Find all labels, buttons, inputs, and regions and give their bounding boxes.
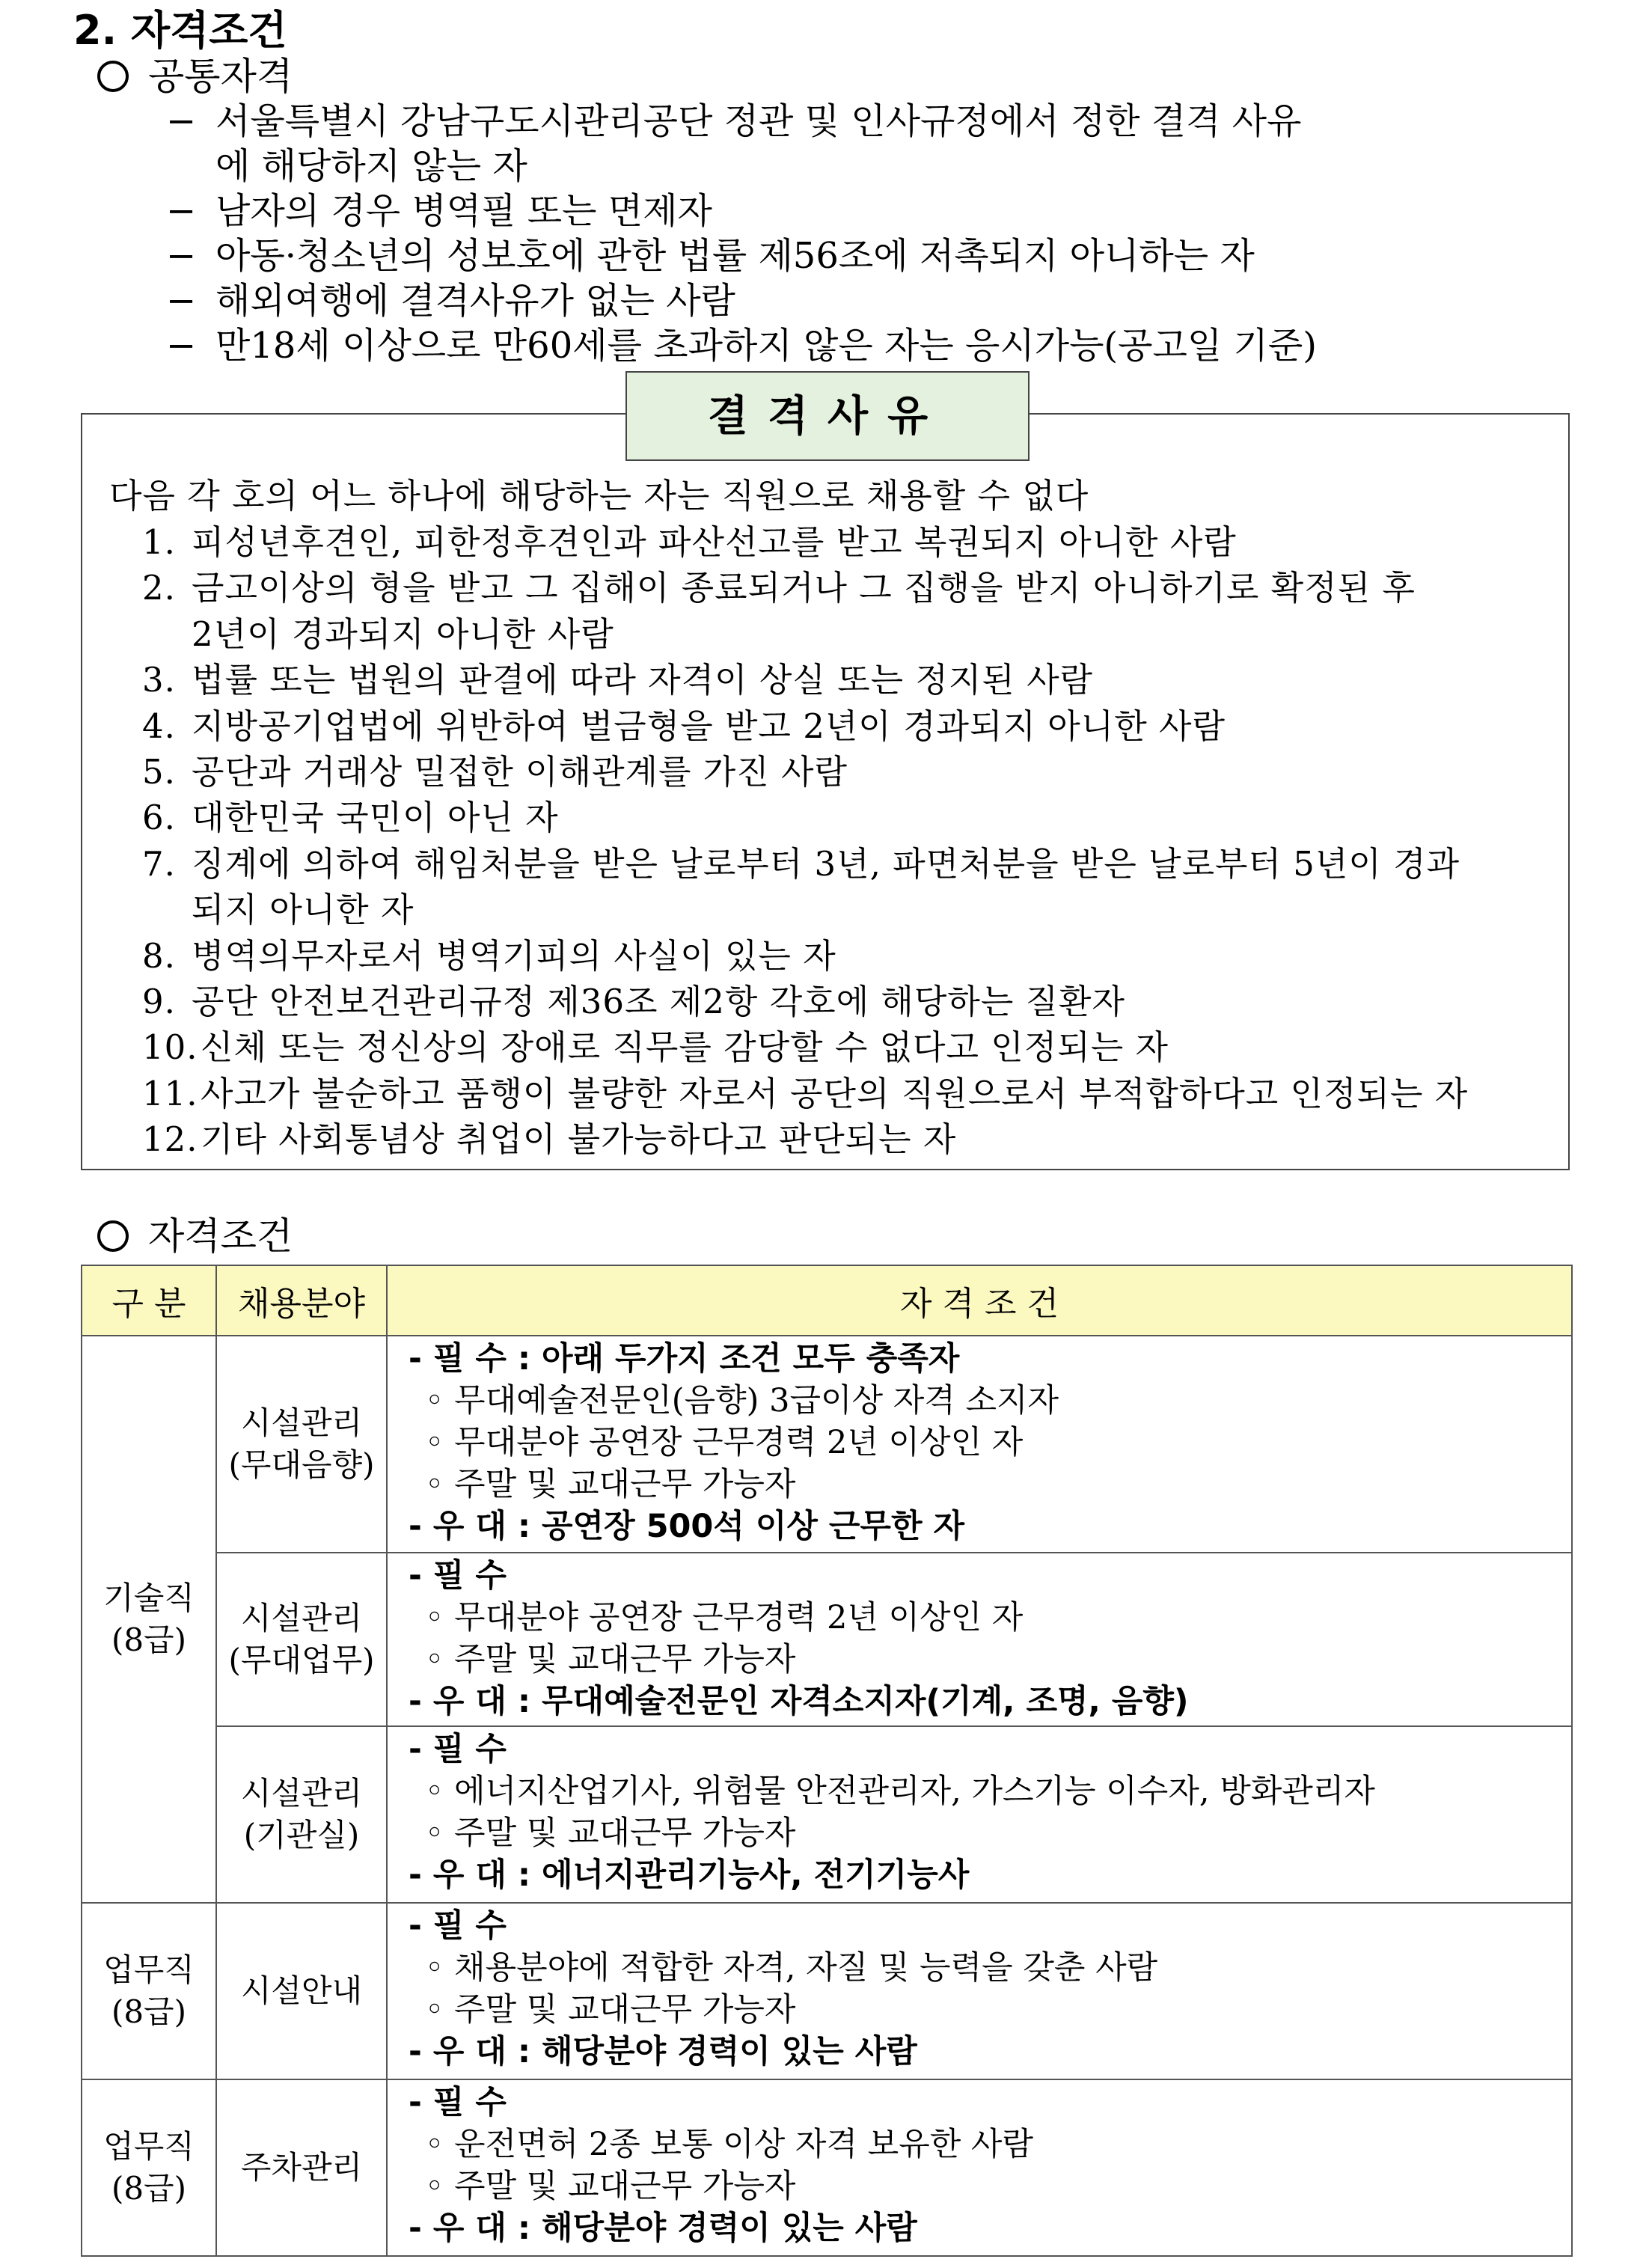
category-label: 업무직 (8급) bbox=[103, 1951, 195, 2030]
table-row bbox=[82, 1903, 1572, 2079]
list-item bbox=[166, 323, 1588, 368]
condition-bullet: ◦ 무대분야 공연장 근무경력 2년 이상인 자 bbox=[425, 1599, 1024, 1636]
list-item bbox=[142, 933, 1564, 979]
category-label: 기술직 (8급) bbox=[103, 1580, 195, 1658]
header-category: 구 분 bbox=[82, 1265, 216, 1336]
condition-bullet: ◦ 무대분야 공연장 근무경력 2년 이상인 자 bbox=[425, 1424, 1024, 1461]
table-row bbox=[82, 1336, 1572, 1553]
preferred-label: - 우 대 : 무대예술전문인 자격소지자(기계, 조명, 음향) bbox=[409, 1683, 1189, 1720]
list-item bbox=[142, 1071, 1564, 1116]
item-text: 만18세 이상으로 만60세를 초과하지 않은 자는 응시가능(공고일 기준) bbox=[215, 325, 1317, 367]
field-cell bbox=[216, 2079, 387, 2256]
common-list bbox=[166, 99, 1588, 368]
common-heading-text: 공통자격 bbox=[148, 55, 293, 98]
conditions-cell bbox=[387, 1553, 1572, 1726]
list-item bbox=[166, 278, 1588, 323]
header-field: 채용분야 bbox=[216, 1265, 387, 1336]
list-item bbox=[142, 519, 1564, 565]
field-cell bbox=[216, 1903, 387, 2079]
disqualification-intro: 다음 각 호의 어느 하나에 해당하는 자는 직원으로 채용할 수 없다 bbox=[109, 476, 1089, 516]
item-text: 아동·청소년의 성보호에 관한 법률 제56조에 저촉되지 아니하는 자 bbox=[215, 235, 1255, 277]
item-text: 공단 안전보건관리규정 제36조 제2항 각호에 해당하는 질환자 bbox=[192, 982, 1125, 1022]
required-label: - 필 수 bbox=[409, 1907, 507, 1945]
table-row bbox=[82, 1726, 1572, 1903]
field-label: 시설관리 (무대업무) bbox=[228, 1600, 375, 1678]
item-number: 5. bbox=[142, 752, 176, 792]
table-row bbox=[82, 1553, 1572, 1726]
condition-bullet: ◦ 주말 및 교대근무 가능자 bbox=[425, 1641, 796, 1678]
preferred-label: - 우 대 : 해당분야 경력이 있는 사람 bbox=[409, 2210, 917, 2247]
condition-bullet: ◦ 운전면허 2종 보통 이상 자격 보유한 사람 bbox=[425, 2126, 1034, 2163]
list-item bbox=[142, 657, 1564, 703]
item-number: 2. bbox=[142, 568, 176, 608]
dash-mark: − bbox=[166, 325, 197, 367]
table-header-row bbox=[82, 1265, 1572, 1336]
common-heading bbox=[97, 52, 293, 100]
item-number: 7. bbox=[142, 843, 176, 884]
item-text: 병역의무자로서 병역기피의 사실이 있는 자 bbox=[192, 935, 836, 976]
field-label: 주차관리 bbox=[240, 2149, 363, 2186]
field-cell bbox=[216, 1553, 387, 1726]
condition-bullet: ◦ 무대예술전문인(음향) 3급이상 자격 소지자 bbox=[425, 1382, 1059, 1419]
required-label: - 필 수 bbox=[409, 2084, 507, 2121]
conditions-cell bbox=[387, 1726, 1572, 1903]
item-text: 기타 사회통념상 취업이 불가능하다고 판단되는 자 bbox=[201, 1119, 957, 1160]
dash-mark: − bbox=[166, 190, 197, 232]
preferred-label: - 우 대 : 공연장 500석 이상 근무한 자 bbox=[409, 1508, 965, 1545]
item-text: 지방공기업법에 위반하여 벌금형을 받고 2년이 경과되지 아니한 사람 bbox=[192, 706, 1226, 746]
list-item bbox=[142, 565, 1564, 657]
list-item bbox=[142, 1116, 1564, 1162]
item-text-cont: 2년이 경과되지 아니한 사람 bbox=[192, 614, 614, 654]
list-item bbox=[142, 841, 1564, 933]
circle-bullet-icon bbox=[97, 61, 129, 92]
item-text: 법률 또는 법원의 판결에 따라 자격이 상실 또는 정지된 사람 bbox=[192, 660, 1094, 700]
preferred-label: - 우 대 : 해당분야 경력이 있는 사람 bbox=[409, 2033, 917, 2070]
item-text-cont: 되지 아니한 자 bbox=[192, 890, 414, 930]
category-cell bbox=[82, 1903, 216, 2079]
item-text: 대한민국 국민이 아닌 자 bbox=[192, 798, 559, 838]
list-item bbox=[142, 703, 1564, 749]
item-text: 서울특별시 강남구도시관리공단 정관 및 인사규정에서 정한 결격 사유 bbox=[215, 100, 1302, 142]
circle-bullet-icon bbox=[97, 1220, 129, 1252]
field-cell bbox=[216, 1726, 387, 1903]
item-number: 10. bbox=[142, 1027, 198, 1068]
category-label: 업무직 (8급) bbox=[103, 2128, 195, 2207]
item-number: 9. bbox=[142, 982, 176, 1022]
required-label: - 필 수 bbox=[409, 1557, 507, 1595]
qualifications-heading bbox=[97, 1212, 293, 1260]
item-number: 11. bbox=[142, 1073, 198, 1113]
condition-bullet: ◦ 주말 및 교대근무 가능자 bbox=[425, 1815, 796, 1852]
dash-mark: − bbox=[166, 280, 197, 322]
field-label: 시설관리 (무대음향) bbox=[228, 1404, 375, 1483]
list-item bbox=[166, 189, 1588, 233]
field-cell bbox=[216, 1336, 387, 1553]
item-text: 남자의 경우 병역필 또는 면제자 bbox=[215, 190, 712, 232]
disqualification-title: 결격사유 bbox=[625, 371, 1030, 461]
category-cell bbox=[82, 1336, 216, 1903]
item-number: 3. bbox=[142, 660, 176, 700]
item-number: 6. bbox=[142, 798, 176, 838]
header-conditions: 자 격 조 건 bbox=[387, 1265, 1572, 1336]
item-number: 8. bbox=[142, 935, 176, 976]
condition-bullet: ◦ 주말 및 교대근무 가능자 bbox=[425, 1466, 796, 1503]
required-label: - 필 수 bbox=[409, 1731, 507, 1768]
disqualification-list bbox=[142, 519, 1564, 1163]
item-text: 사고가 불순하고 품행이 불량한 자로서 공단의 직원으로서 부적합하다고 인정되는 자 bbox=[201, 1073, 1469, 1113]
item-number: 4. bbox=[142, 706, 176, 746]
condition-bullet: ◦ 주말 및 교대근무 가능자 bbox=[425, 2168, 796, 2205]
item-text: 금고이상의 형을 받고 그 집해이 종료되거나 그 집행을 받지 아니하기로 확정된 후 bbox=[192, 568, 1416, 608]
condition-bullet: ◦ 에너지산업기사, 위험물 안전관리자, 가스기능 이수자, 방화관리자 bbox=[425, 1773, 1375, 1810]
condition-bullet: ◦ 주말 및 교대근무 가능자 bbox=[425, 1991, 796, 2029]
list-item bbox=[166, 99, 1588, 189]
qualifications-table bbox=[81, 1265, 1573, 2257]
item-number: 1. bbox=[142, 522, 176, 562]
item-number: 12. bbox=[142, 1119, 198, 1160]
item-text: 징계에 의하여 해임처분을 받은 날로부터 3년, 파면처분을 받은 날로부터 5년이 경과 bbox=[192, 843, 1460, 884]
conditions-cell bbox=[387, 2079, 1572, 2256]
field-label: 시설안내 bbox=[240, 1972, 363, 2009]
qualifications-heading-text: 자격조건 bbox=[148, 1214, 293, 1258]
category-cell bbox=[82, 2079, 216, 2256]
list-item bbox=[142, 979, 1564, 1024]
preferred-label: - 우 대 : 에너지관리기능사, 전기기능사 bbox=[409, 1856, 970, 1894]
item-text: 공단과 거래상 밀접한 이해관계를 가진 사람 bbox=[192, 752, 848, 792]
list-item bbox=[166, 233, 1588, 278]
conditions-cell bbox=[387, 1903, 1572, 2079]
list-item bbox=[142, 795, 1564, 840]
required-label: - 필 수 : 아래 두가지 조건 모두 충족자 bbox=[409, 1340, 960, 1378]
conditions-cell bbox=[387, 1336, 1572, 1553]
section-title: 2. 자격조건 bbox=[73, 7, 287, 54]
dash-mark: − bbox=[166, 235, 197, 277]
condition-bullet: ◦ 채용분야에 적합한 자격, 자질 및 능력을 갖춘 사람 bbox=[425, 1949, 1158, 1987]
table-row bbox=[82, 2079, 1572, 2256]
item-text-cont: 에 해당하지 않는 자 bbox=[215, 145, 527, 187]
list-item bbox=[142, 1024, 1564, 1070]
item-text: 피성년후견인, 피한정후견인과 파산선고를 받고 복권되지 아니한 사람 bbox=[192, 522, 1237, 562]
item-text: 신체 또는 정신상의 장애로 직무를 감당할 수 없다고 인정되는 자 bbox=[201, 1027, 1169, 1068]
list-item bbox=[142, 749, 1564, 795]
dash-mark: − bbox=[166, 100, 197, 142]
field-label: 시설관리 (기관실) bbox=[240, 1775, 363, 1853]
item-text: 해외여행에 결격사유가 없는 사람 bbox=[215, 280, 735, 322]
